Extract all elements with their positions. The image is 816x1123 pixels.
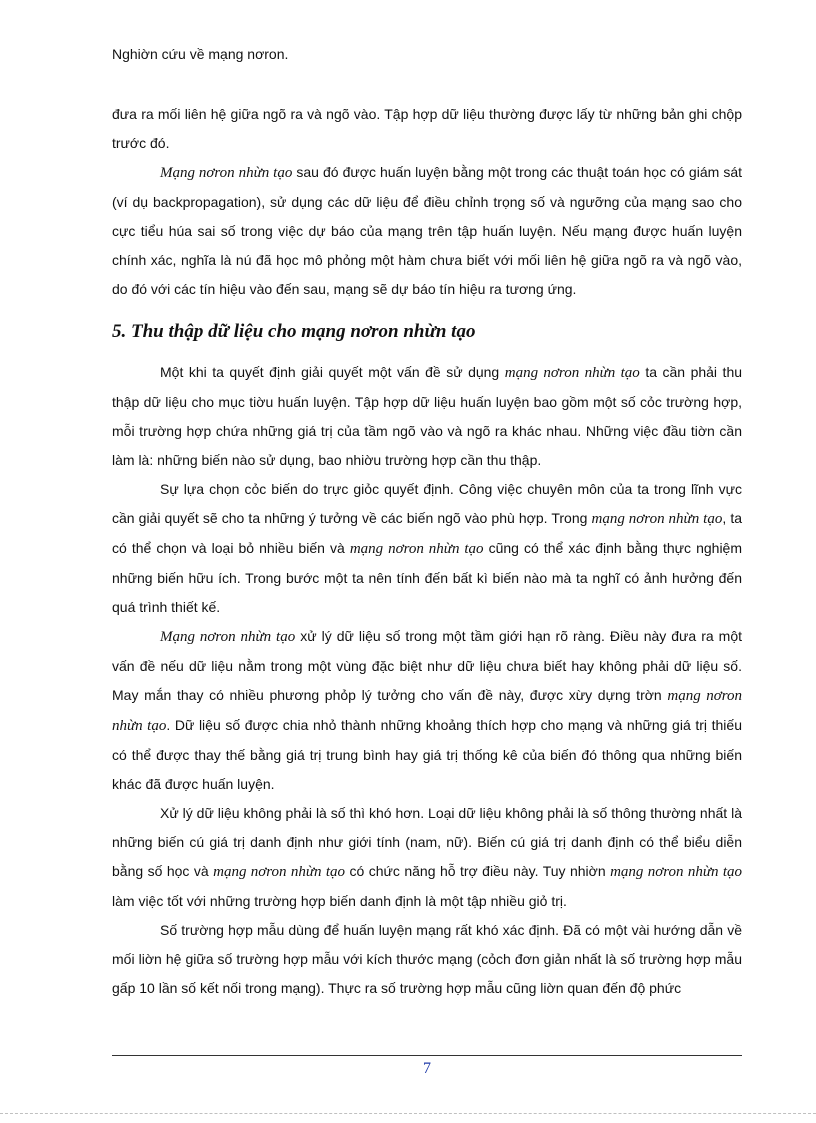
paragraph: đưa ra mối liên hệ giữa ngõ ra và ngõ vào. Tập hợp dữ liệu thường được lấy từ những bản ghi chộp trước đó. bbox=[112, 106, 742, 151]
text-run: làm việc tốt với những trường hợp biến danh định là một tập nhiều giỏ trị. bbox=[112, 893, 567, 909]
paragraph bbox=[112, 622, 742, 799]
text-run: Một khi ta quyết định giải quyết một vấn đề sử dụng bbox=[160, 364, 505, 380]
text-run: Sự lựa chọn cỏc biến do trực giỏc quyết định. Công việc chuyên môn của ta trong lĩnh vực cần giải quyết sẽ cho ta những ý tưởng về các biến ngõ vào phù hợp. Trong bbox=[112, 481, 742, 526]
text-run: cũng có thể xác định bằng thực nghiệm những biến hữu ích. Trong bước một ta nên tính đến bất kì biến nào mà ta nghĩ có ảnh hưởng đến quá trình thiết kế. bbox=[112, 540, 742, 615]
text-run: sau đó được huấn luyện bằng một trong các thuật toán học có giám sát (ví dụ backpropagation), sử dụng các dữ liệu để điều chỉnh trọng số và ngưỡng của mạng sao cho cực tiểu húa sai số trong việc dự báo của mạng trên tập huấn luyện. Nếu mạng được huấn luyện chính xác, nghĩa là nú đã học mô phỏng một hàm chưa biết với mối liên hệ giữa ngõ ra và ngõ vào, do đó với các tín hiệu vào đến sau, mạng sẽ dự báo tín hiệu ra tương ứng. bbox=[112, 164, 742, 297]
italic-term: Mạng nơron nhừn tạo bbox=[160, 165, 293, 181]
page-number: 7 bbox=[423, 1060, 431, 1077]
italic-term: mạng nơron nhừn tạo bbox=[504, 365, 640, 381]
page-header: Nghiờn cứu về mạng nơron. bbox=[112, 46, 289, 62]
italic-term: Mạng nơron nhừn tạo bbox=[160, 629, 296, 645]
italic-term: mạng nơron nhừn tạo bbox=[610, 864, 742, 880]
footer-rule bbox=[112, 1055, 742, 1056]
paragraph bbox=[112, 158, 742, 304]
text-run: . Dữ liệu số được chia nhỏ thành những khoảng thích hợp cho mạng và những giá trị thiếu có thể được thay thế bằng giá trị trung bình hay giá trị thống kê của biến đó thông qua những biến khác đã được huấn luyện. bbox=[112, 717, 742, 792]
text-run: ta cần phải thu thập dữ liệu cho mục tiờu huấn luyện. Tập hợp dữ liệu huấn luyện bao gồm một số cỏc trường hợp, mỗi trường hợp chứa những giá trị của tầm ngõ vào và ngõ ra khác nhau. Những việc đầu tiờn cần làm là: những biến nào sử dụng, bao nhiờu trường hợp cần thu thập. bbox=[112, 364, 743, 468]
paragraph bbox=[112, 475, 742, 622]
paragraph bbox=[112, 358, 742, 475]
document-body bbox=[112, 100, 742, 1003]
italic-term: mạng nơron nhừn tạo bbox=[213, 864, 346, 880]
italic-term: mạng nơron nhừn tạo bbox=[591, 511, 723, 527]
text-run: xử lý dữ liệu số trong một tầm giới hạn rõ ràng. Điều này đưa ra một vấn đề nếu dữ liệu nằm trong một vùng đặc biệt như dữ liệu chưa biết hay không phải dữ liệu số. May mắn thay có nhiều phương phỏp lý tưởng cho vấn đề này, được xừy dựng trờn bbox=[112, 628, 742, 703]
text-run: Xử lý dữ liệu không phải là số thì khó hơn. Loại dữ liệu không phải là số thông thường nhất là những biến cú giá trị danh định như giới tính (nam, nữ). Biến cú giá trị danh định có thể biểu diễn bằng số học và bbox=[112, 805, 742, 879]
text-run: , ta có thể chọn và loại bỏ nhiều biến và bbox=[112, 510, 743, 556]
italic-term: mạng nơron nhừn tạo bbox=[349, 541, 484, 557]
text-run: có chức năng hỗ trợ điều này. Tuy nhiờn bbox=[345, 863, 611, 879]
paragraph: Số trường hợp mẫu dùng để huấn luyện mạng rất khó xác định. Đã có một vài hướng dẫn về mối liờn hệ giữa số trường hợp mẫu với kích thước mạng (cỏch đơn giản nhất là số trường hợp mẫu gấp 10 lần số kết nối trong mạng). Thực ra số trường hợp mẫu cũng liờn quan đến độ phức bbox=[112, 922, 742, 996]
paragraph bbox=[112, 799, 742, 916]
section-heading: 5. Thu thập dữ liệu cho mạng nơron nhừn tạo bbox=[112, 321, 476, 342]
page-break-line bbox=[0, 1113, 816, 1114]
italic-term: mạng nơron nhừn tạo bbox=[112, 688, 742, 734]
